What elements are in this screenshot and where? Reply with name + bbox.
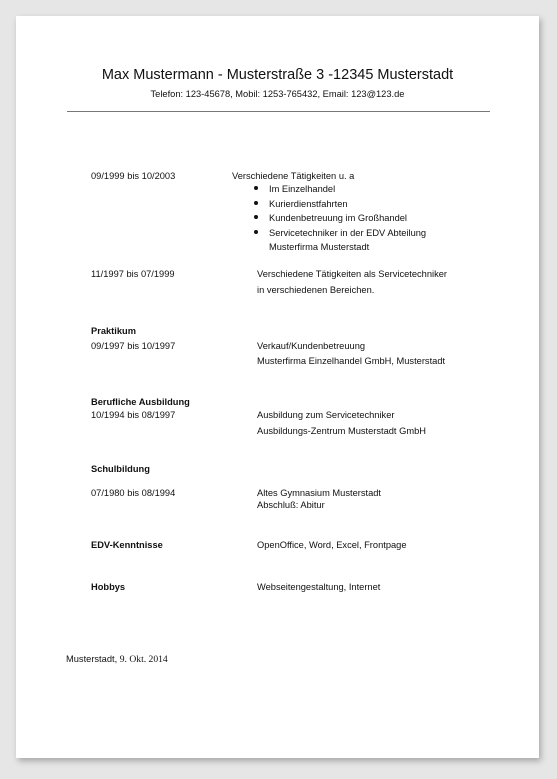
hobbys-heading: Hobbys <box>91 582 126 592</box>
header-divider <box>67 111 490 112</box>
bullet-dot <box>254 215 258 219</box>
job1-bullet-4-text: Servicetechniker in der EDV Abteilung <box>269 228 427 238</box>
praktikum-heading: Praktikum <box>91 326 136 336</box>
job2-line1: Verschiedene Tätigkeiten als Servicetechniker <box>257 269 448 279</box>
signature-line <box>66 654 168 665</box>
ausbildung-line1: Ausbildung zum Servicetechniker <box>257 410 395 420</box>
job2-line2: in verschiedenen Bereichen. <box>257 285 375 295</box>
schule-line1: Altes Gymnasium Musterstadt <box>257 488 381 498</box>
header-name-address: Max Mustermann - Musterstraße 3 -12345 Musterstadt <box>101 67 454 83</box>
ausbildung-line2: Ausbildungs-Zentrum Musterstadt GmbH <box>257 426 426 436</box>
hobbys-value: Webseitengestaltung, Internet <box>257 582 381 592</box>
edv-value: OpenOffice, Word, Excel, Frontpage <box>257 540 407 550</box>
job1-bullet-1 <box>254 183 335 195</box>
job1-company: Musterfirma Musterstadt <box>269 242 370 252</box>
job1-bullet-3 <box>254 212 407 224</box>
job1-bullet-3-text: Kundenbetreuung im Großhandel <box>269 213 407 223</box>
bullet-dot <box>254 186 258 190</box>
schule-date: 07/1980 bis 08/1994 <box>91 488 176 498</box>
schule-line2: Abschluß: Abitur <box>257 500 325 510</box>
bullet-dot <box>254 230 258 234</box>
bullet-dot <box>254 201 258 205</box>
signature-place: Musterstadt, <box>66 654 118 664</box>
edv-heading: EDV-Kenntnisse <box>91 540 163 550</box>
job1-title: Verschiedene Tätigkeiten u. a <box>232 171 355 181</box>
praktikum-date: 09/1997 bis 10/1997 <box>91 341 176 351</box>
signature-date: 9. Okt. 2014 <box>119 654 168 665</box>
job1-bullet-1-text: Im Einzelhandel <box>269 184 336 194</box>
job1-bullet-4 <box>254 227 426 239</box>
header-contact: Telefon: 123-45678, Mobil: 1253-765432, Email: 123@123.de <box>150 89 405 99</box>
schule-heading: Schulbildung <box>91 464 150 474</box>
job1-bullet-2 <box>254 198 348 210</box>
job1-bullet-2-text: Kurierdienstfahrten <box>269 199 348 209</box>
ausbildung-date: 10/1994 bis 08/1997 <box>91 410 176 420</box>
resume-page <box>16 16 539 758</box>
praktikum-line2: Musterfirma Einzelhandel GmbH, Musterstadt <box>257 356 446 366</box>
ausbildung-heading: Berufliche Ausbildung <box>91 397 190 407</box>
job1-date: 09/1999 bis 10/2003 <box>91 171 176 181</box>
job2-date: 11/1997 bis 07/1999 <box>91 269 175 279</box>
praktikum-line1: Verkauf/Kundenbetreuung <box>257 341 366 351</box>
